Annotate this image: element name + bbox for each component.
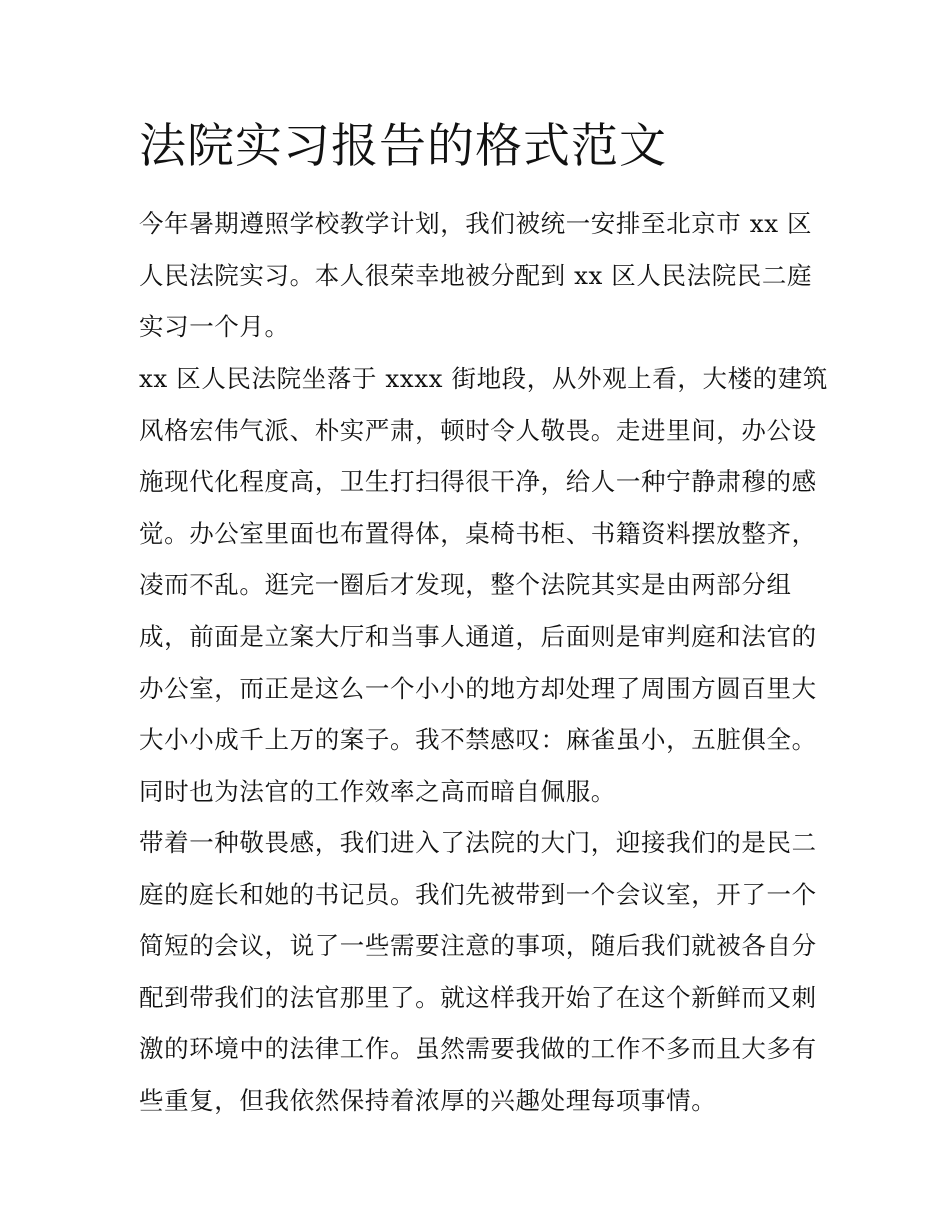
paragraph-line: 同时也为法官的工作效率之高而暗自佩服。 xyxy=(139,776,616,806)
paragraph-line: 人民法院实习。本人很荣幸地被分配到 xx 区人民法院民二庭 xyxy=(139,260,813,290)
paragraph-3 xyxy=(139,817,817,1127)
paragraph-line: 大小小成千上万的案子。我不禁感叹：麻雀虽小，五脏俱全。 xyxy=(139,725,817,755)
paragraph-line: 实习一个月。 xyxy=(139,312,290,342)
paragraph-line: 今年暑期遵照学校教学计划，我们被统一安排至北京市 xx 区 xyxy=(139,209,813,238)
paragraph-1 xyxy=(139,198,812,353)
paragraph-line: 觉。办公室里面也布置得体，桌椅书柜、书籍资料摆放整齐， xyxy=(139,518,817,548)
paragraph-line: 施现代化程度高，卫生打扫得很干净，给人一种宁静肃穆的感 xyxy=(139,467,817,497)
paragraph-line: 些重复，但我依然保持着浓厚的兴趣处理每项事情。 xyxy=(139,1085,717,1115)
paragraph-line: 办公室，而正是这么一个小小的地方却处理了周围方圆百里大 xyxy=(139,673,817,703)
paragraph-line: 庭的庭长和她的书记员。我们先被带到一个会议室，开了一个 xyxy=(139,879,817,909)
paragraph-line: 成，前面是立案大厅和当事人通道，后面则是审判庭和法官的 xyxy=(139,621,817,651)
paragraph-2 xyxy=(139,353,828,817)
paragraph-line: 带着一种敬畏感，我们进入了法院的大门，迎接我们的是民二 xyxy=(139,828,817,857)
paragraph-line: 凌而不乱。逛完一圈后才发现，整个法院其实是由两部分组 xyxy=(139,570,792,600)
document-title: 法院实习报告的格式范文 xyxy=(139,119,667,174)
paragraph-line: xx 区人民法院坐落于 xxxx 街地段，从外观上看，大楼的建筑 xyxy=(139,364,828,393)
paragraph-line: 风格宏伟气派、朴实严肃，顿时令人敬畏。走进里间，办公设 xyxy=(139,415,817,445)
paragraph-line: 激的环境中的法律工作。虽然需要我做的工作不多而且大多有 xyxy=(139,1034,817,1064)
paragraph-line: 配到带我们的法官那里了。就这样我开始了在这个新鲜而又刺 xyxy=(139,982,817,1012)
paragraph-line: 简短的会议，说了一些需要注意的事项，随后我们就被各自分 xyxy=(139,931,817,961)
